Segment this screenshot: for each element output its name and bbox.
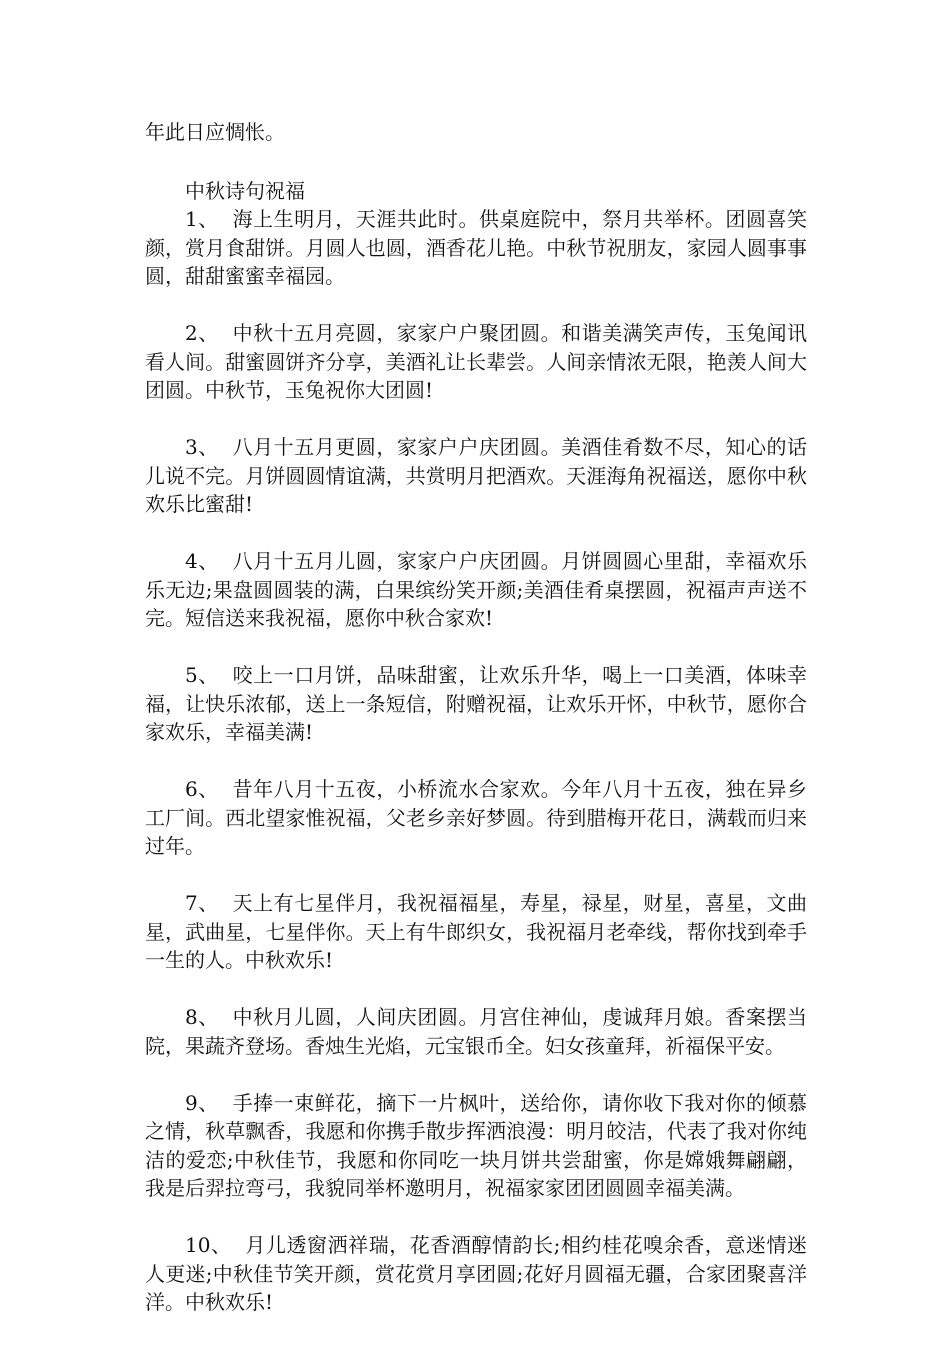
list-item — [145, 319, 807, 405]
item-text: 昔年八月十五夜，小桥流水合家欢。今年八月十五夜，独在异乡工厂间。西北望家惟祝福，父老乡亲好梦圆。待到腊梅开花日，满载而归来过年。 — [145, 777, 808, 858]
item-text: 咬上一口月饼，品味甜蜜，让欢乐升华，喝上一口美酒，体味幸福，让快乐浓郁，送上一条短信，附赠祝福，让欢乐开怀，中秋节，愿你合家欢乐，幸福美满! — [145, 663, 808, 744]
list-item — [145, 1089, 807, 1203]
item-number: 9、 — [185, 1090, 219, 1115]
item-number: 6、 — [185, 777, 219, 801]
list-item — [145, 889, 807, 975]
list-item — [145, 775, 807, 861]
item-number: 10、 — [185, 1233, 232, 1257]
item-number: 4、 — [185, 549, 219, 573]
item-text: 月儿透窗洒祥瑞，花香酒醇情韵长;相约桂花嗅余香，意迷情迷人更迷;中秋佳节笑开颜，赏花赏月享团圆;花好月圆福无疆，合家团聚喜洋洋。中秋欢乐! — [145, 1233, 808, 1314]
item-text: 天上有七星伴月，我祝福福星，寿星，禄星，财星，喜星，文曲星，武曲星，七星伴你。天上有牛郎织女，我祝福月老牵线，帮你找到牵手一生的人。中秋欢乐! — [145, 891, 808, 972]
item-text: 中秋月儿圆，人间庆团圆。月宫住神仙，虔诚拜月娘。香案摆当院，果蔬齐登场。香烛生光焰，元宝银币全。妇女孩童拜，祈福保平安。 — [145, 1005, 808, 1058]
list-item — [145, 1003, 807, 1060]
list-item — [145, 1231, 807, 1317]
item-text: 中秋十五月亮圆，家家户户聚团圆。和谐美满笑声传，玉兔闻讯看人间。甜蜜圆饼齐分享，美酒礼让长辈尝。人间亲情浓无限，艳羡人间大团圆。中秋节，玉兔祝你大团圆! — [145, 321, 808, 402]
item-number: 5、 — [185, 663, 219, 687]
lead-text: 年此日应惆怅。 — [145, 120, 285, 144]
item-number: 3、 — [185, 435, 219, 459]
item-text: 海上生明月，天涯共此时。供桌庭院中，祭月共举杯。团圆喜笑颜，赏月食甜饼。月圆人也圆，酒香花儿艳。中秋节祝朋友，家园人圆事事圆，甜甜蜜蜜幸福园。 — [145, 207, 808, 288]
list-item — [145, 433, 807, 519]
item-text: 手捧一束鲜花，摘下一片枫叶，送给你，请你收下我对你的倾慕之情，秋草飘香，我愿和你携手散步挥洒浪漫：明月皎洁，代表了我对你纯洁的爱恋;中秋佳节，我愿和你同吃一块月饼共尝甜蜜，你是嫦娥舞翩翩，我是后羿拉弯弓，我貌同举杯邀明月，祝福家家团团圆圆幸福美满。 — [145, 1090, 808, 1200]
item-number: 8、 — [185, 1005, 219, 1029]
list-item — [145, 661, 807, 747]
section-title: 中秋诗句祝福 — [185, 178, 305, 203]
list-item — [145, 547, 807, 633]
item-number: 1、 — [185, 207, 219, 231]
item-text: 八月十五月更圆，家家户户庆团圆。美酒佳肴数不尽，知心的话儿说不完。月饼圆圆情谊满，共赏明月把酒欢。天涯海角祝福送，愿你中秋欢乐比蜜甜! — [145, 435, 808, 516]
list-item — [145, 205, 807, 291]
item-number: 7、 — [185, 891, 219, 915]
item-number: 2、 — [185, 321, 219, 345]
item-text: 八月十五月儿圆，家家户户庆团圆。月饼圆圆心里甜，幸福欢乐乐无边;果盘圆圆装的满，白果缤纷笑开颜;美酒佳肴桌摆圆，祝福声声送不完。短信送来我祝福，愿你中秋合家欢! — [145, 549, 808, 630]
document-page — [145, 118, 807, 1345]
